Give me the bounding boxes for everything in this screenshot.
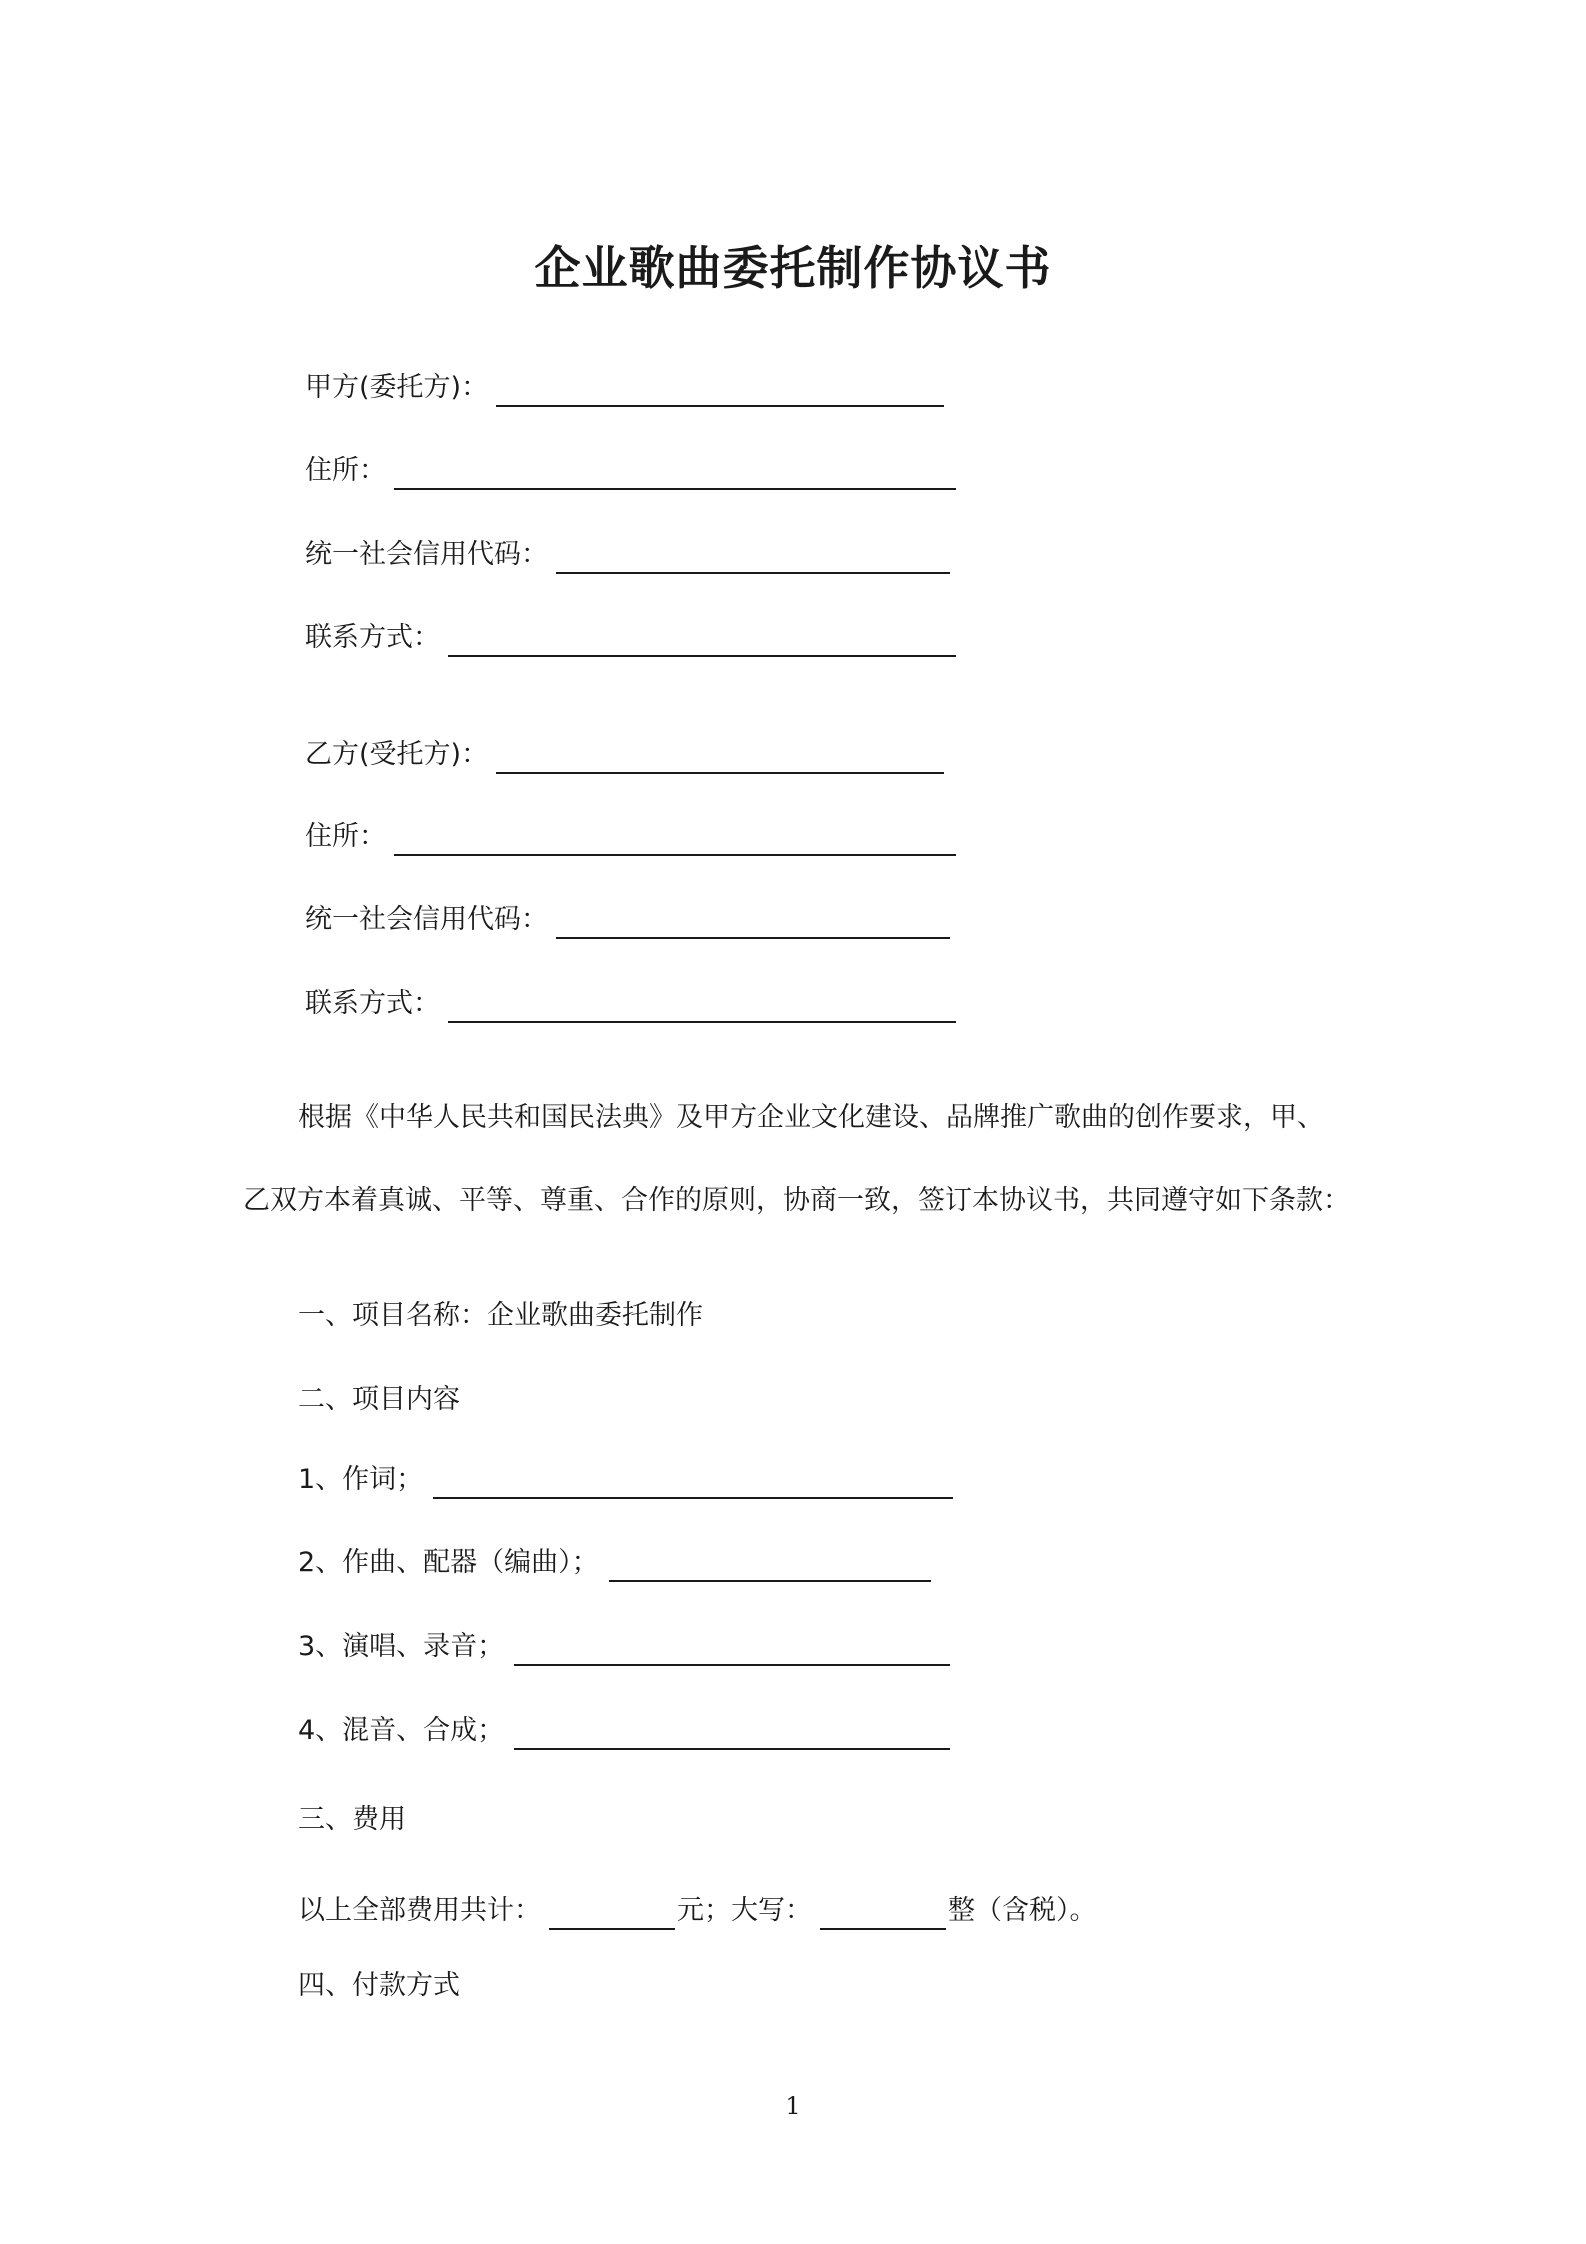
party-b-name-blank[interactable] bbox=[496, 742, 944, 774]
content-item-label: 1、作词； bbox=[298, 1464, 424, 1495]
content-item-blank[interactable] bbox=[609, 1550, 931, 1582]
party-a-credit-code-blank[interactable] bbox=[556, 542, 950, 574]
fee-suffix-label: 整（含税）。 bbox=[948, 1895, 1097, 1926]
party-a-credit-code-row bbox=[305, 524, 950, 574]
section-fees: 三、费用 bbox=[298, 1804, 406, 1835]
party-a-credit-code-label: 统一社会信用代码： bbox=[305, 539, 548, 570]
party-b-name-row bbox=[305, 724, 944, 774]
party-a-address-row bbox=[305, 440, 956, 490]
content-item-label: 3、演唱、录音； bbox=[298, 1631, 505, 1662]
party-b-contact-blank[interactable] bbox=[448, 991, 956, 1023]
fee-amount-blank[interactable] bbox=[549, 1898, 675, 1930]
party-b-address-row bbox=[305, 806, 956, 856]
party-a-name-label: 甲方(委托方)： bbox=[305, 372, 489, 403]
fee-unit-label: 元；大写： bbox=[677, 1895, 812, 1926]
section-project-name: 一、项目名称：企业歌曲委托制作 bbox=[298, 1300, 703, 1331]
section-payment: 四、付款方式 bbox=[298, 1970, 460, 2001]
content-item-blank[interactable] bbox=[514, 1634, 950, 1666]
preamble-line-2: 乙双方本着真诚、平等、尊重、合作的原则，协商一致，签订本协议书，共同遵守如下条款： bbox=[243, 1185, 1350, 1216]
content-item-label: 2、作曲、配器（编曲）； bbox=[298, 1547, 599, 1578]
party-a-name-row bbox=[305, 357, 944, 407]
party-a-address-blank[interactable] bbox=[394, 458, 956, 490]
party-a-address-label: 住所： bbox=[305, 455, 386, 486]
party-b-credit-code-blank[interactable] bbox=[556, 907, 950, 939]
party-b-contact-row bbox=[305, 973, 956, 1023]
party-b-address-blank[interactable] bbox=[394, 824, 956, 856]
party-a-contact-label: 联系方式： bbox=[305, 622, 440, 653]
party-b-credit-code-row bbox=[305, 889, 950, 939]
section-project-content: 二、项目内容 bbox=[298, 1384, 460, 1415]
page-number: 1 bbox=[785, 2092, 801, 2120]
fee-total-row bbox=[298, 1880, 1097, 1930]
party-b-contact-label: 联系方式： bbox=[305, 988, 440, 1019]
party-b-credit-code-label: 统一社会信用代码： bbox=[305, 904, 548, 935]
party-b-address-label: 住所： bbox=[305, 821, 386, 852]
content-item-blank[interactable] bbox=[433, 1467, 953, 1499]
party-a-contact-row bbox=[305, 607, 956, 657]
content-item bbox=[298, 1449, 953, 1499]
content-item-blank[interactable] bbox=[514, 1718, 950, 1750]
content-item bbox=[298, 1700, 950, 1750]
party-b-name-label: 乙方(受托方)： bbox=[305, 739, 489, 770]
document-title: 企业歌曲委托制作协议书 bbox=[534, 241, 1052, 295]
party-a-contact-blank[interactable] bbox=[448, 625, 956, 657]
fee-total-label: 以上全部费用共计： bbox=[298, 1895, 541, 1926]
content-item-label: 4、混音、合成； bbox=[298, 1715, 505, 1746]
preamble-line-1: 根据《中华人民共和国民法典》及甲方企业文化建设、品牌推广歌曲的创作要求，甲、 bbox=[298, 1102, 1324, 1133]
content-item bbox=[298, 1616, 950, 1666]
party-a-name-blank[interactable] bbox=[496, 375, 944, 407]
content-item bbox=[298, 1532, 931, 1582]
fee-amount-uppercase-blank[interactable] bbox=[820, 1898, 946, 1930]
